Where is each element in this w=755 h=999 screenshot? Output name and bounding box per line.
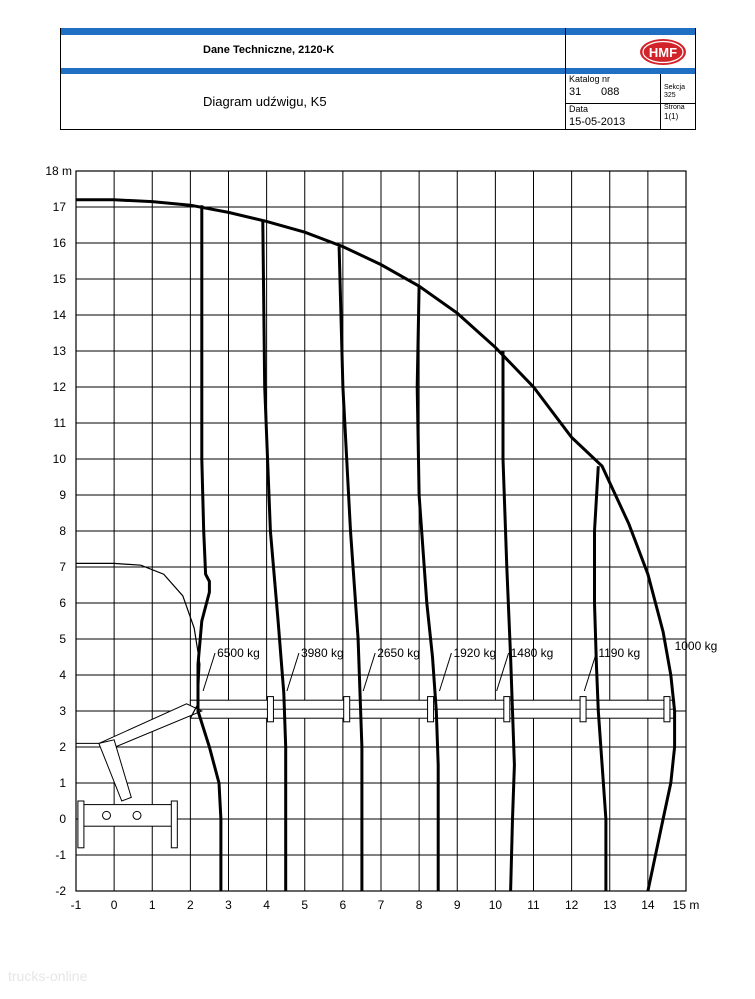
boom-section-joint — [428, 697, 434, 722]
section-value: 325 — [664, 92, 676, 99]
load-curve-label: 3980 kg — [300, 646, 344, 660]
x-tick-label: 7 — [377, 898, 385, 912]
boom-section-joint — [267, 697, 273, 722]
page-label: Strona — [664, 104, 685, 111]
label-leader-line — [203, 653, 215, 691]
label-leader-line — [363, 653, 375, 691]
label-leader-line — [584, 653, 596, 691]
header-left-border — [60, 28, 61, 130]
y-tick-label: 13 — [52, 344, 66, 358]
x-tick-label: 8 — [415, 898, 423, 912]
section-label: Sekcja — [664, 84, 686, 91]
header-bottom-border — [60, 129, 696, 130]
x-tick-label: 6 — [339, 898, 347, 912]
page-value: 1(1) — [664, 112, 679, 121]
y-tick-label: 9 — [59, 488, 66, 502]
header-divider — [565, 28, 566, 130]
load-curve-label: 1190 kg — [598, 646, 641, 660]
y-tick-label: 12 — [52, 380, 66, 394]
x-tick-label: -1 — [70, 898, 82, 912]
load-curve-label: 2650 kg — [377, 646, 420, 660]
y-tick-label: -2 — [55, 884, 66, 898]
header — [60, 28, 696, 130]
load-chart — [0, 150, 755, 930]
crane-base — [80, 805, 175, 827]
load-curve — [503, 351, 514, 891]
boom-section-joint — [344, 697, 350, 722]
y-tick-label: 4 — [59, 668, 66, 682]
crane-base-bolt — [103, 811, 111, 819]
label-leader-line — [497, 653, 509, 691]
x-tick-label: 12 — [564, 898, 579, 912]
watermark: trucks-online — [8, 968, 88, 984]
load-curve — [417, 286, 438, 891]
x-tick-label: 4 — [263, 898, 270, 912]
header-divider-2 — [660, 74, 661, 130]
load-curve — [595, 466, 606, 891]
boom-section-joint — [664, 697, 670, 722]
x-tick-label: 11 — [527, 898, 540, 912]
x-tick-label: 2 — [187, 898, 194, 912]
x-tick-label: 1 — [148, 898, 156, 912]
envelope-label: 1000 kg — [674, 638, 718, 653]
date-value: 15-05-2013 — [569, 116, 626, 128]
header-right-border — [695, 28, 696, 130]
label-leader-line — [439, 653, 451, 691]
x-tick-label: 3 — [225, 898, 232, 912]
load-curve-label: 1920 kg — [453, 646, 497, 660]
load-curve-label: 1480 kg — [510, 646, 554, 660]
y-tick-label: 1 — [59, 776, 66, 790]
y-tick-label: 5 — [59, 632, 66, 646]
boom-section-joint — [504, 697, 510, 722]
y-tick-label: -1 — [55, 848, 66, 862]
y-tick-label: 17 — [52, 200, 66, 214]
x-tick-label: 14 — [641, 898, 655, 912]
label-leader-line — [287, 653, 299, 691]
y-tick-label: 10 — [52, 452, 66, 466]
x-axis-unit-label: 15 m — [672, 898, 700, 912]
x-tick-label: 5 — [301, 898, 309, 912]
crane-base-bolt — [133, 811, 141, 819]
catalog-value-a: 31 — [569, 86, 582, 98]
x-tick-label: 10 — [488, 898, 503, 912]
y-tick-label: 14 — [52, 308, 66, 322]
y-tick-label: 8 — [59, 524, 66, 538]
crane-column — [99, 740, 131, 801]
envelope-curve-1000kg — [76, 200, 675, 891]
y-tick-label: 7 — [59, 560, 66, 574]
crane-stabilizer-leg — [171, 801, 177, 848]
page-title: Diagram udźwigu, K5 — [203, 94, 327, 109]
inner-reach-curve — [76, 563, 200, 718]
date-label: Data — [569, 104, 589, 114]
logo-text: HMF — [648, 45, 678, 60]
crane-drawing — [76, 697, 675, 848]
hmf-logo — [639, 38, 687, 66]
y-tick-label: 16 — [52, 236, 66, 250]
load-curve — [198, 205, 221, 891]
load-curve-label: 6500 kg — [217, 646, 260, 660]
y-tick-label: 3 — [59, 704, 66, 718]
chart-curves — [76, 200, 675, 891]
load-chart-svg — [0, 150, 755, 930]
catalog-value-b: 088 — [601, 86, 620, 98]
catalog-label: Katalog nr — [569, 74, 611, 84]
boom-section-joint — [580, 697, 586, 722]
y-axis-unit-label: 18 m — [45, 164, 72, 178]
document-title: Dane Techniczne, 2120-K — [203, 44, 335, 56]
y-tick-label: 6 — [59, 596, 66, 610]
crane-stabilizer-leg — [78, 801, 84, 848]
y-tick-label: 0 — [59, 812, 66, 826]
chart-ticks — [45, 164, 699, 912]
header-top-bar — [60, 28, 696, 35]
x-tick-label: 13 — [603, 898, 617, 912]
y-tick-label: 15 — [52, 272, 66, 286]
y-tick-label: 11 — [53, 416, 66, 430]
y-tick-label: 2 — [59, 740, 66, 754]
x-tick-label: 0 — [110, 898, 118, 912]
x-tick-label: 9 — [453, 898, 461, 912]
